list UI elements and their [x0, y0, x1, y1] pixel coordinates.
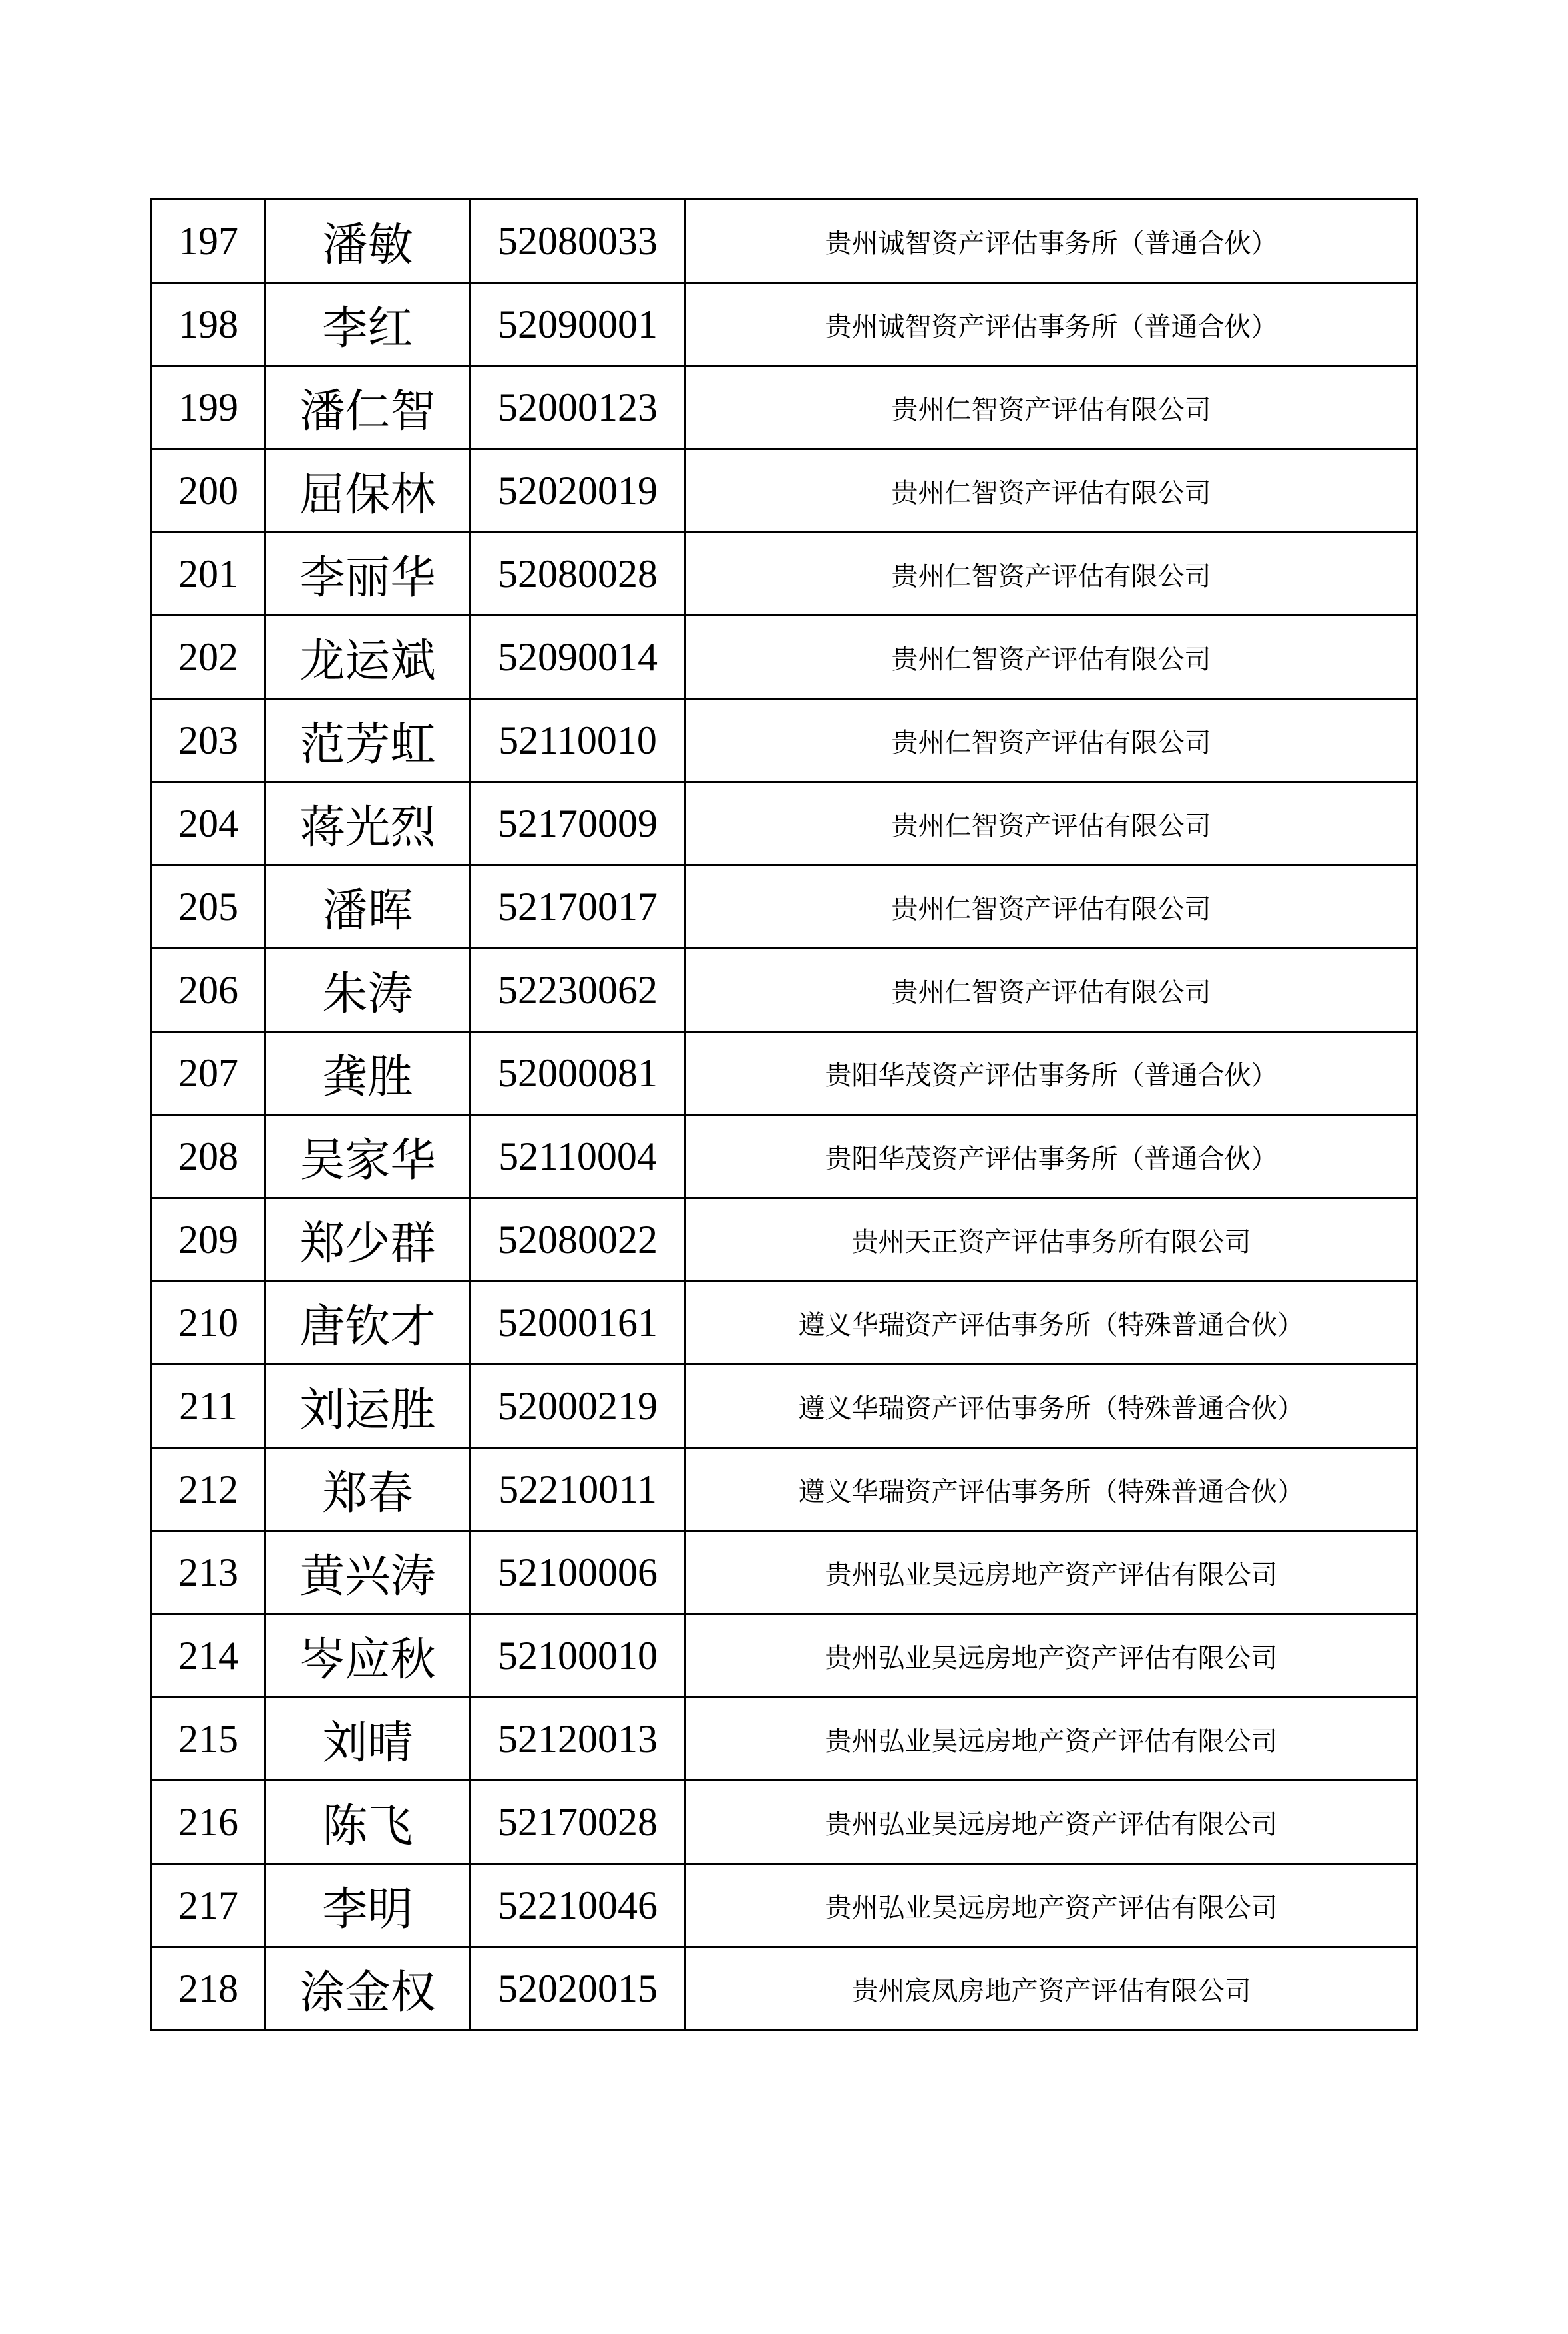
person-name: 刘运胜 — [266, 1365, 471, 1448]
row-index: 200 — [152, 449, 266, 533]
person-name: 刘晴 — [266, 1698, 471, 1781]
table-row — [152, 200, 1418, 283]
organization-name: 贵州弘业昊远房地产资产评估有限公司 — [686, 1781, 1418, 1864]
row-index: 209 — [152, 1198, 266, 1282]
row-index: 198 — [152, 283, 266, 366]
appraiser-table — [150, 198, 1418, 2031]
certificate-number: 52110004 — [471, 1115, 686, 1198]
organization-name: 贵州弘业昊远房地产资产评估有限公司 — [686, 1614, 1418, 1698]
person-name: 朱涛 — [266, 949, 471, 1032]
certificate-number: 52000219 — [471, 1365, 686, 1448]
row-index: 204 — [152, 782, 266, 865]
table-row — [152, 782, 1418, 865]
row-index: 215 — [152, 1698, 266, 1781]
table-row — [152, 1282, 1418, 1365]
certificate-number: 52100010 — [471, 1614, 686, 1698]
person-name: 黄兴涛 — [266, 1531, 471, 1614]
certificate-number: 52170017 — [471, 865, 686, 949]
organization-name: 贵州仁智资产评估有限公司 — [686, 616, 1418, 699]
table-row — [152, 1947, 1418, 2030]
row-index: 202 — [152, 616, 266, 699]
table-row — [152, 865, 1418, 949]
row-index: 214 — [152, 1614, 266, 1698]
row-index: 205 — [152, 865, 266, 949]
table-row — [152, 1198, 1418, 1282]
person-name: 潘晖 — [266, 865, 471, 949]
organization-name: 贵州仁智资产评估有限公司 — [686, 782, 1418, 865]
person-name: 李丽华 — [266, 533, 471, 616]
certificate-number: 52080028 — [471, 533, 686, 616]
row-index: 210 — [152, 1282, 266, 1365]
person-name: 郑春 — [266, 1448, 471, 1531]
person-name: 范芳虹 — [266, 699, 471, 782]
table-body — [152, 200, 1418, 2030]
table-row — [152, 1115, 1418, 1198]
row-index: 206 — [152, 949, 266, 1032]
row-index: 207 — [152, 1032, 266, 1115]
row-index: 203 — [152, 699, 266, 782]
certificate-number: 52210011 — [471, 1448, 686, 1531]
organization-name: 贵州宸凤房地产资产评估有限公司 — [686, 1947, 1418, 2030]
organization-name: 贵州仁智资产评估有限公司 — [686, 949, 1418, 1032]
row-index: 218 — [152, 1947, 266, 2030]
certificate-number: 52170028 — [471, 1781, 686, 1864]
person-name: 蒋光烈 — [266, 782, 471, 865]
certificate-number: 52000161 — [471, 1282, 686, 1365]
person-name: 屈保林 — [266, 449, 471, 533]
certificate-number: 52080033 — [471, 200, 686, 283]
organization-name: 贵州弘业昊远房地产资产评估有限公司 — [686, 1698, 1418, 1781]
certificate-number: 52000123 — [471, 366, 686, 449]
person-name: 郑少群 — [266, 1198, 471, 1282]
table-row — [152, 1032, 1418, 1115]
table-row — [152, 616, 1418, 699]
certificate-number: 52090014 — [471, 616, 686, 699]
person-name: 岑应秋 — [266, 1614, 471, 1698]
table-row — [152, 699, 1418, 782]
row-index: 216 — [152, 1781, 266, 1864]
organization-name: 贵州仁智资产评估有限公司 — [686, 366, 1418, 449]
certificate-number: 52230062 — [471, 949, 686, 1032]
table-row — [152, 1698, 1418, 1781]
certificate-number: 52080022 — [471, 1198, 686, 1282]
table-row — [152, 283, 1418, 366]
person-name: 陈飞 — [266, 1781, 471, 1864]
organization-name: 贵州弘业昊远房地产资产评估有限公司 — [686, 1531, 1418, 1614]
organization-name: 贵州仁智资产评估有限公司 — [686, 699, 1418, 782]
organization-name: 遵义华瑞资产评估事务所（特殊普通合伙） — [686, 1448, 1418, 1531]
row-index: 211 — [152, 1365, 266, 1448]
organization-name: 贵州诚智资产评估事务所（普通合伙） — [686, 283, 1418, 366]
table-row — [152, 449, 1418, 533]
organization-name: 贵州仁智资产评估有限公司 — [686, 449, 1418, 533]
table-row — [152, 1448, 1418, 1531]
certificate-number: 52120013 — [471, 1698, 686, 1781]
row-index: 213 — [152, 1531, 266, 1614]
certificate-number: 52020019 — [471, 449, 686, 533]
person-name: 龚胜 — [266, 1032, 471, 1115]
row-index: 208 — [152, 1115, 266, 1198]
row-index: 197 — [152, 200, 266, 283]
organization-name: 贵州仁智资产评估有限公司 — [686, 865, 1418, 949]
organization-name: 遵义华瑞资产评估事务所（特殊普通合伙） — [686, 1282, 1418, 1365]
organization-name: 贵州天正资产评估事务所有限公司 — [686, 1198, 1418, 1282]
row-index: 212 — [152, 1448, 266, 1531]
organization-name: 贵阳华茂资产评估事务所（普通合伙） — [686, 1032, 1418, 1115]
person-name: 李明 — [266, 1864, 471, 1947]
organization-name: 贵州诚智资产评估事务所（普通合伙） — [686, 200, 1418, 283]
person-name: 李红 — [266, 283, 471, 366]
certificate-number: 52210046 — [471, 1864, 686, 1947]
row-index: 201 — [152, 533, 266, 616]
table-row — [152, 533, 1418, 616]
person-name: 潘敏 — [266, 200, 471, 283]
organization-name: 贵州弘业昊远房地产资产评估有限公司 — [686, 1864, 1418, 1947]
row-index: 199 — [152, 366, 266, 449]
table-row — [152, 1864, 1418, 1947]
person-name: 龙运斌 — [266, 616, 471, 699]
person-name: 潘仁智 — [266, 366, 471, 449]
table-row — [152, 1781, 1418, 1864]
certificate-number: 52090001 — [471, 283, 686, 366]
organization-name: 贵阳华茂资产评估事务所（普通合伙） — [686, 1115, 1418, 1198]
table-row — [152, 1365, 1418, 1448]
row-index: 217 — [152, 1864, 266, 1947]
person-name: 唐钦才 — [266, 1282, 471, 1365]
organization-name: 贵州仁智资产评估有限公司 — [686, 533, 1418, 616]
certificate-number: 52100006 — [471, 1531, 686, 1614]
organization-name: 遵义华瑞资产评估事务所（特殊普通合伙） — [686, 1365, 1418, 1448]
person-name: 吴家华 — [266, 1115, 471, 1198]
table-row — [152, 1531, 1418, 1614]
certificate-number: 52020015 — [471, 1947, 686, 2030]
certificate-number: 52170009 — [471, 782, 686, 865]
certificate-number: 52110010 — [471, 699, 686, 782]
table-row — [152, 1614, 1418, 1698]
person-name: 涂金权 — [266, 1947, 471, 2030]
table-row — [152, 949, 1418, 1032]
table-row — [152, 366, 1418, 449]
certificate-number: 52000081 — [471, 1032, 686, 1115]
